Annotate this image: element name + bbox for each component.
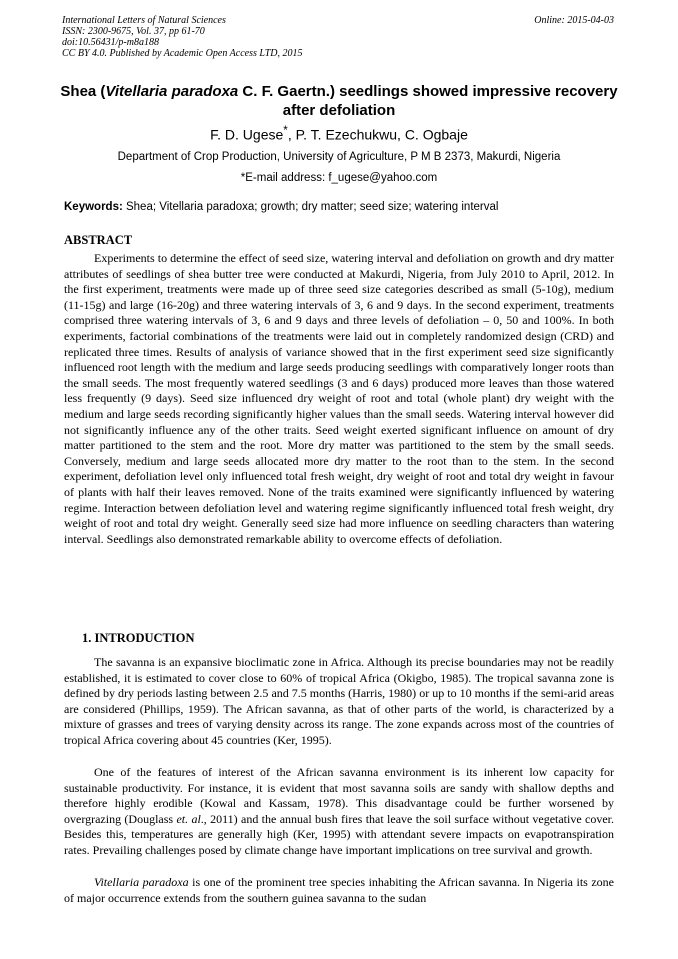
p3-species: Vitellaria paradoxa (94, 875, 189, 889)
author-list (60, 124, 618, 143)
paper-title (60, 82, 618, 120)
online-date: Online: 2015-04-03 (534, 15, 614, 26)
author-first: F. D. Ugese (210, 126, 284, 143)
email-address: *E-mail address: f_ugese@yahoo.com (240, 172, 438, 184)
title-post: C. F. Gaertn.) seedlings showed impressive recovery after defoliation (238, 83, 618, 119)
doi-line: doi:10.56431/p-m8a188 (62, 37, 159, 48)
title-species: Vitellaria paradoxa (105, 83, 239, 100)
affiliation: Department of Crop Production, University of Agriculture, P M B 2373, Makurdi, Nigeria (117, 151, 561, 163)
journal-header (62, 15, 614, 59)
issn-line: ISSN: 2300-9675, Vol. 37, pp 61-70 (62, 26, 205, 37)
p2-text-b: ., 2011) and the annual bush fires that leave the soil surface without vegetative cover. Besides this, temperatures are generally high (Ker, 1995) with attendant severe impacts on evapotranspiration rates. Prevailing challenges posed by climate change have important implications on tree survival and growth. (64, 811, 615, 857)
journal-name: International Letters of Natural Sciences (62, 15, 226, 26)
abstract-heading: ABSTRACT (64, 233, 133, 247)
license-line: CC BY 4.0. Published by Academic Open Access LTD, 2015 (62, 48, 303, 59)
corresponding-mark: * (283, 124, 288, 137)
keywords-text: Shea; Vitellaria paradoxa; growth; dry matter; seed size; watering interval (122, 201, 499, 213)
intro-paragraph-1: The savanna is an expansive bioclimatic zone in Africa. Although its precise boundaries may not be readily established, it is estimated to cover close to 60% of tropical Africa (Okigbo, 1985). The tropical savanna zone is defined by dry periods lasting between 2.5 and 7.5 months (Harris, 1980) or up to 10 months if the semi-arid areas are considered (Phillips, 1959). The African savanna, as that of other parts of the world, is characterized by a mixture of grasses and trees of varying density across its range. The zone expands across most of the countries of tropical Africa covering about 45 countries (Ker, 1995). (64, 655, 614, 747)
intro-paragraph-2 (64, 765, 614, 859)
p3-text: is one of the prominent tree species inhabiting the African savanna. In Nigeria its zone of major occurrence extends from the southern guinea savanna to the sudan (64, 875, 614, 905)
author-rest: , P. T. Ezechukwu, C. Ogbaje (287, 126, 468, 143)
p2-text-a: One of the features of interest of the African savanna environment is its inherent low capacity for sustainable productivity. For instance, it is evident that most savanna soils are sandy with shallow depths and therefore highly erodible (Kowal and Kassam, 1978). This disadvantage could be further worsened by overgrazing (Douglass (64, 765, 614, 826)
introduction-heading: 1. INTRODUCTION (82, 631, 195, 645)
abstract-body: Experiments to determine the effect of seed size, watering interval and defoliation on growth and dry matter attributes of seedlings of shea butter tree were conducted at Makurdi, Nigeria, from July 2010 to April, 2012. In the first experiment, treatments were made up of three seed size categories described as small (5-10g), medium (11-15g) and large (16-20g) and three watering intervals of 3, 6 and 9 days. In the second experiment, treatments comprised three watering intervals of 3, 6 and 9 days and three levels of defoliation – 0, 50 and 100%. In both experiments, factorial combinations of the treatments were laid out in completely randomized design (CRD) and replicated three times. Results of analysis of variance showed that in the first experiment seed size significantly influenced root length with the medium and large seeds producing seedlings with comparatively longer roots than the small seeds. The most frequently watered seedlings (3 and 6 days) produced more leaves than those watered less frequently (9 days). Seed size influenced dry weight of root and total (whole plant) dry weight with the medium and large seeds recording significantly higher values than the small seeds. Watering interval however did not significantly influence any of the other traits. Seed weight exerted significant influence on amount of dry matter partitioned to the stem and the root. More dry matter was partitioned to the stem by the small seeds. Conversely, medium and large seeds allocated more dry matter to the root than to the stem. In the second experiment, defoliation level only influenced total fresh weight, dry weight of root and total dry weight in favour of plants with half their leaves removed. None of the traits examined were significantly influenced by watering regime. Interaction between defoliation level and watering regime significantly influenced total fresh weight, dry weight of root and total dry weight. Generally seed size had more influence on seedling characters than watering interval. Seedlings also demonstrated remarkable ability to overcome effects of defoliation. (64, 251, 614, 546)
intro-paragraph-3 (64, 875, 614, 906)
keywords-label: Keywords: (64, 201, 123, 213)
title-pre: Shea ( (60, 83, 106, 100)
p2-etal: et. al (176, 811, 201, 826)
keywords (64, 201, 614, 213)
